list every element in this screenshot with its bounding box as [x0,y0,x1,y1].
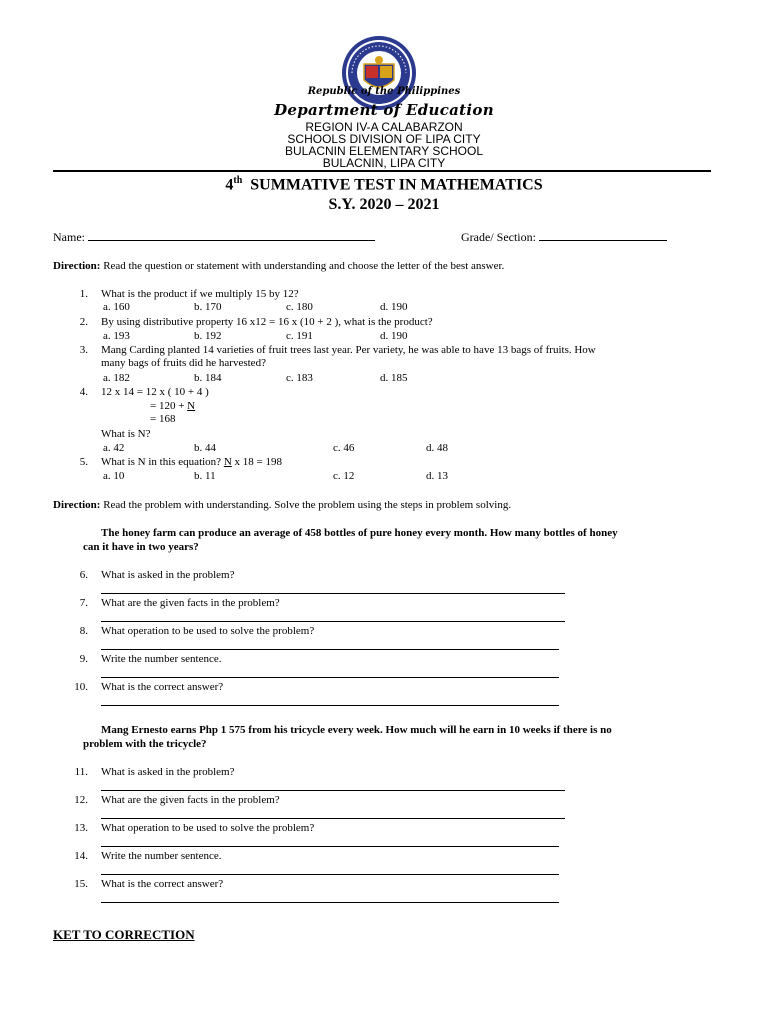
answer-line[interactable] [101,846,559,847]
grade-section-field[interactable] [461,229,667,245]
option-d[interactable]: d. 48 [426,442,448,454]
answer-line[interactable] [101,902,559,903]
option-a[interactable]: a. 193 [103,330,130,342]
option-b[interactable]: b. 184 [194,372,222,384]
option-b[interactable]: b. 11 [194,470,216,482]
option-c[interactable]: c. 183 [286,372,313,384]
question-number: 15. [74,878,88,890]
name-blank[interactable] [88,229,375,241]
question-number: 11. [74,766,88,778]
problem-2-line-2: problem with the tricycle? [83,738,207,750]
problem-1-line-1: The honey farm can produce an average of 458 bottles of pure honey every month. How many bottles of honey [101,527,618,539]
question-number: 1. [79,288,88,300]
option-c[interactable]: c. 46 [333,442,355,454]
question-text: What operation to be used to solve the problem? [101,625,315,637]
answer-line[interactable] [101,649,559,650]
question-text: 12 x 14 = 12 x ( 10 + 4 ) [101,386,209,398]
answer-line[interactable] [101,705,559,706]
question-text: What are the given facts in the problem? [101,597,280,609]
answer-key-heading: KET TO CORRECTION [53,927,195,942]
question-number: 2. [79,316,88,328]
question-text-cont: What is N? [101,428,151,440]
option-d[interactable]: d. 190 [380,301,408,313]
address-text: BULACNIN, LIPA CITY [322,156,446,170]
question-number: 7. [79,597,88,609]
school-year: S.Y. 2020 – 2021 [328,196,440,213]
option-c[interactable]: c. 180 [286,301,313,313]
school-text: BULACNIN ELEMENTARY SCHOOL [284,144,484,158]
option-a[interactable]: a. 42 [103,442,125,454]
question-text: By using distributive property 16 x12 = 16 x (10 + 2 ), what is the product? [101,316,433,328]
question-text: What is the correct answer? [101,878,224,890]
option-d[interactable]: d. 185 [380,372,408,384]
question-text-cont: many bags of fruits did he harvested? [101,357,266,369]
question-number: 3. [79,344,88,356]
question-number: 5. [79,456,88,468]
question-text: What is the correct answer? [101,681,224,693]
question-number: 13. [74,822,88,834]
option-c[interactable]: c. 191 [286,330,313,342]
option-b[interactable]: b. 44 [194,442,216,454]
question-number: 12. [74,794,88,806]
question-number: 4. [79,386,88,398]
option-c[interactable]: c. 12 [333,470,355,482]
question-text: What are the given facts in the problem? [101,794,280,806]
option-b[interactable]: b. 170 [194,301,222,313]
republic-text: Republic of the Philippines [307,86,461,97]
question-text: What is asked in the problem? [101,766,235,778]
question-number: 6. [79,569,88,581]
answer-line[interactable] [101,790,565,791]
department-title: Department of Education [274,101,494,119]
direction-1: Direction: Read the question or statement with understanding and choose the letter of the best answer. [53,260,505,272]
header-divider [53,170,711,172]
problem-2-line-1: Mang Ernesto earns Php 1 575 from his tricycle every week. How much will he earn in 10 weeks if there is no [101,724,612,736]
answer-line[interactable] [101,818,565,819]
option-a[interactable]: a. 182 [103,372,130,384]
question-text: What is the product if we multiply 15 by 12? [101,288,299,300]
grade-section-blank[interactable] [539,229,667,241]
answer-line[interactable] [101,874,559,875]
question-text: What operation to be used to solve the problem? [101,822,315,834]
name-field[interactable] [53,229,375,245]
grade-section-label: Grade/ Section: [461,230,536,244]
region-text: REGION IV-A CALABARZON [305,120,463,134]
answer-line[interactable] [101,593,565,594]
option-a[interactable]: a. 160 [103,301,130,313]
option-b[interactable]: b. 192 [194,330,222,342]
question-text: Write the number sentence. [101,653,222,665]
name-label: Name: [53,230,85,244]
option-d[interactable]: d. 190 [380,330,408,342]
test-title: 4th SUMMATIVE TEST IN MATHEMATICS [225,175,543,194]
division-text: SCHOOLS DIVISION OF LIPA CITY [287,132,481,146]
question-number: 10. [74,681,88,693]
question-text: Write the number sentence. [101,850,222,862]
problem-1-line-2: can it have in two years? [83,541,199,553]
answer-line[interactable] [101,677,559,678]
equation-step-3: = 168 [150,413,176,425]
question-text: What is N in this equation? N x 18 = 198 [101,456,282,468]
direction-2: Direction: Read the problem with understanding. Solve the problem using the steps in problem solving. [53,499,512,511]
question-text: Mang Carding planted 14 varieties of fruit trees last year. Per variety, he was able to have 13 bags of fruits. How [101,344,596,356]
question-text: What is asked in the problem? [101,569,235,581]
question-number: 8. [79,625,88,637]
equation-step-2: = 120 + N [150,400,196,412]
option-d[interactable]: d. 13 [426,470,448,482]
answer-line[interactable] [101,621,565,622]
option-a[interactable]: a. 10 [103,470,125,482]
question-number: 14. [74,850,88,862]
question-number: 9. [79,653,88,665]
